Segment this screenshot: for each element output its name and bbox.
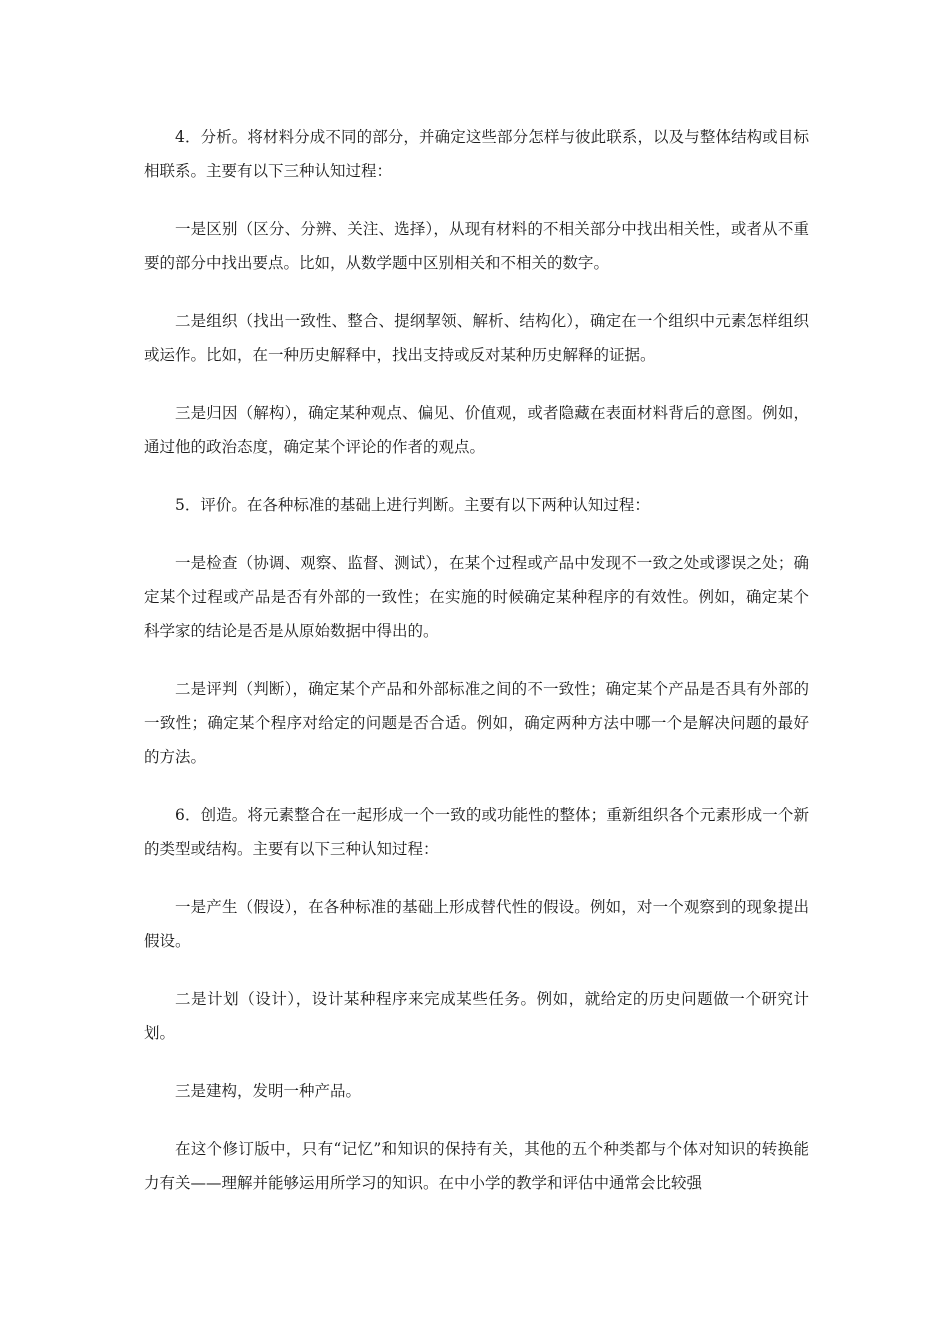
paragraph-generate: 一是产生（假设），在各种标准的基础上形成替代性的假设。例如，对一个观察到的现象提出假设。 — [144, 898, 809, 950]
paragraph-evaluate: 5．评价。在各种标准的基础上进行判断。主要有以下两种认知过程： — [175, 496, 650, 514]
paragraph-analysis: 4．分析。将材料分成不同的部分，并确定这些部分怎样与彼此联系，以及与整体结构或目标相联系。主要有以下三种认知过程： — [144, 128, 809, 180]
paragraph-revision-summary: 在这个修订版中，只有“记忆”和知识的保持有关，其他的五个种类都与个体对知识的转换能力有关——理解并能够运用所学习的知识。在中小学的教学和评估中通常会比较强 — [144, 1140, 809, 1192]
paragraph-critique: 二是评判（判断），确定某个产品和外部标准之间的不一致性；确定某个产品是否具有外部的一致性；确定某个程序对给定的问题是否合适。例如，确定两种方法中哪一个是解决问题的最好的方法。 — [144, 680, 809, 766]
paragraph-differentiate: 一是区别（区分、分辨、关注、选择），从现有材料的不相关部分中找出相关性，或者从不重要的部分中找出要点。比如，从数学题中区别相关和不相关的数字。 — [144, 220, 809, 272]
document-body — [144, 120, 809, 1224]
paragraph-organize: 二是组织（找出一致性、整合、提纲挈领、解析、结构化），确定在一个组织中元素怎样组织或运作。比如，在一种历史解释中，找出支持或反对某种历史解释的证据。 — [144, 312, 809, 364]
paragraph-plan: 二是计划（设计），设计某种程序来完成某些任务。例如，就给定的历史问题做一个研究计划。 — [144, 990, 809, 1042]
paragraph-check: 一是检查（协调、观察、监督、测试），在某个过程或产品中发现不一致之处或谬误之处；确定某个过程或产品是否有外部的一致性；在实施的时候确定某种程序的有效性。例如，确定某个科学家的结论是否是从原始数据中得出的。 — [144, 554, 809, 640]
paragraph-attribute: 三是归因（解构），确定某种观点、偏见、价值观，或者隐藏在表面材料背后的意图。例如，通过他的政治态度，确定某个评论的作者的观点。 — [144, 404, 809, 456]
paragraph-produce: 三是建构，发明一种产品。 — [175, 1082, 362, 1100]
paragraph-create: 6．创造。将元素整合在一起形成一个一致的或功能性的整体；重新组织各个元素形成一个新的类型或结构。主要有以下三种认知过程： — [144, 806, 809, 858]
